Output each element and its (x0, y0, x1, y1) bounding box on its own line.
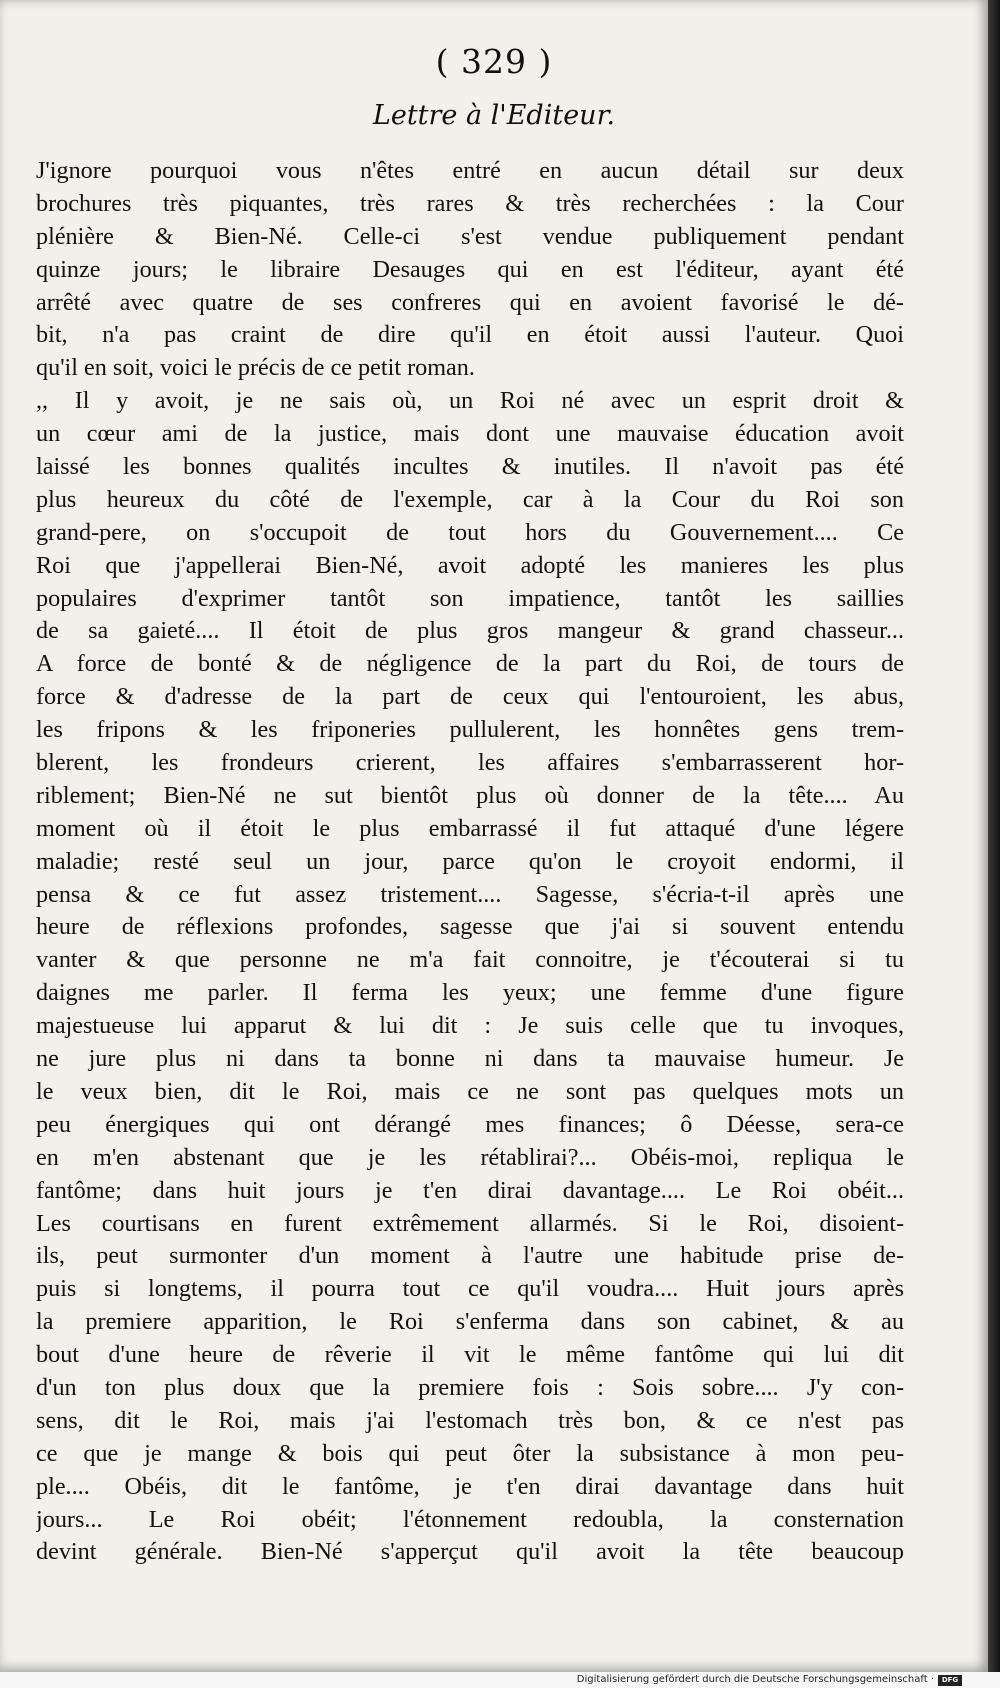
text-line: ple.... Obéis, dit le fantôme, je t'en dirai davantage dans huit (36, 1472, 904, 1500)
credit-text: Digitalisierung gefördert durch die Deutsche Forschungsgemeinschaft · (576, 1674, 934, 1685)
text-line: ne jure plus ni dans ta bonne ni dans ta mauvaise humeur. Je (36, 1045, 904, 1073)
text-line: populaires d'exprimer tantôt son impatience, tantôt les saillies (36, 584, 904, 612)
text-line: bit, n'a pas craint de dire qu'il en étoit aussi l'auteur. Quoi (36, 321, 904, 349)
text-line: majestueuse lui apparut & lui dit : Je suis celle que tu invoques, (36, 1012, 904, 1040)
text-line: fantôme; dans huit jours je t'en dirai davantage.... Le Roi obéit... (36, 1176, 904, 1204)
text-line: plus heureux du côté de l'exemple, car à la Cour du Roi son (36, 485, 904, 513)
text-line: force & d'adresse de la part de ceux qui l'entouroient, les abus, (36, 683, 904, 711)
text-line: puis si longtems, il pourra tout ce qu'il voudra.... Huit jours après (36, 1275, 904, 1303)
text-line: brochures très piquantes, très rares & très recherchées : la Cour (36, 189, 904, 217)
body-text (36, 155, 904, 1569)
text-line: grand-pere, on s'occupoit de tout hors du Gouvernement.... Ce (36, 518, 904, 546)
text-line: Les courtisans en furent extrêmement allarmés. Si le Roi, disoient- (36, 1209, 904, 1237)
text-line: Roi que j'appellerai Bien-Né, avoit adopté les manieres les plus (36, 551, 904, 579)
text-line: J'ignore pourquoi vous n'êtes entré en aucun détail sur deux (36, 157, 904, 184)
text-line: ils, peut surmonter d'un moment à l'autre une habitude prise de- (36, 1242, 904, 1270)
text-line: daignes me parler. Il ferma les yeux; une femme d'une figure (36, 979, 904, 1007)
page-number: ( 329 ) (435, 42, 553, 81)
text-line: arrêté avec quatre de ses confreres qui en avoient favorisé le dé- (36, 288, 904, 316)
text-line: un cœur ami de la justice, mais dont une mauvaise éducation avoit (36, 420, 904, 448)
text-line: pensa & ce fut assez tristement.... Sagesse, s'écria-t-il après une (36, 880, 904, 908)
text-line: d'un ton plus doux que la premiere fois : Sois sobre.... J'y con- (36, 1373, 904, 1401)
text-line: qu'il en soit, voici le précis de ce petit roman. (36, 354, 475, 382)
text-line: le veux bien, dit le Roi, mais ce ne sont pas quelques mots un (36, 1077, 904, 1105)
text-line: en m'en abstenant que je les rétablirai?... Obéis-moi, repliqua le (36, 1143, 904, 1171)
text-line: les fripons & les friponeries pullulerent, les honnêtes gens trem- (36, 716, 904, 744)
letter-heading: Lettre à l'Editeur. (372, 100, 616, 131)
text-line: peu énergiques qui ont dérangé mes finances; ô Déesse, sera-ce (36, 1110, 904, 1138)
text-line: plénière & Bien-Né. Celle-ci s'est vendue publiquement pendant (36, 222, 904, 250)
text-line: ,, Il y avoit, je ne sais où, un Roi né avec un esprit droit & (36, 387, 904, 415)
text-line: moment où il étoit le plus embarrassé il fut attaqué d'une légere (36, 814, 904, 842)
dfg-logo: DFG (938, 1675, 962, 1686)
text-line: bout d'une heure de rêverie il vit le même fantôme qui lui dit (36, 1341, 904, 1369)
digitization-credit (577, 1672, 962, 1688)
text-line: jours... Le Roi obéit; l'étonnement redoubla, la consternation (36, 1505, 904, 1533)
text-line: A force de bonté & de négligence de la part du Roi, de tours de (36, 650, 904, 678)
text-line: blerent, les frondeurs crierent, les affaires s'embarrasserent hor- (36, 749, 904, 777)
book-edge-shadow (988, 0, 1000, 1688)
text-line: quinze jours; le libraire Desauges qui en est l'éditeur, ayant été (36, 255, 904, 283)
text-line: maladie; resté seul un jour, parce qu'on le croyoit endormi, il (36, 847, 904, 875)
text-line: de sa gaieté.... Il étoit de plus gros mangeur & grand chasseur... (36, 617, 904, 645)
text-line: ce que je mange & bois qui peut ôter la subsistance à mon peu- (36, 1439, 904, 1467)
text-line: riblement; Bien-Né ne sut bientôt plus où donner de la tête.... Au (36, 781, 904, 809)
text-line: sens, dit le Roi, mais j'ai l'estomach très bon, & ce n'est pas (36, 1406, 904, 1434)
text-line: vanter & que personne ne m'a fait connoitre, je t'écouterai si tu (36, 946, 904, 974)
text-line: devint générale. Bien-Né s'apperçut qu'il avoit la tête beaucoup (36, 1538, 904, 1566)
text-line: la premiere apparition, le Roi s'enferma dans son cabinet, & au (36, 1308, 904, 1336)
text-line: heure de réflexions profondes, sagesse que j'ai si souvent entendu (36, 913, 904, 941)
text-line: laissé les bonnes qualités incultes & inutiles. Il n'avoit pas été (36, 453, 904, 481)
